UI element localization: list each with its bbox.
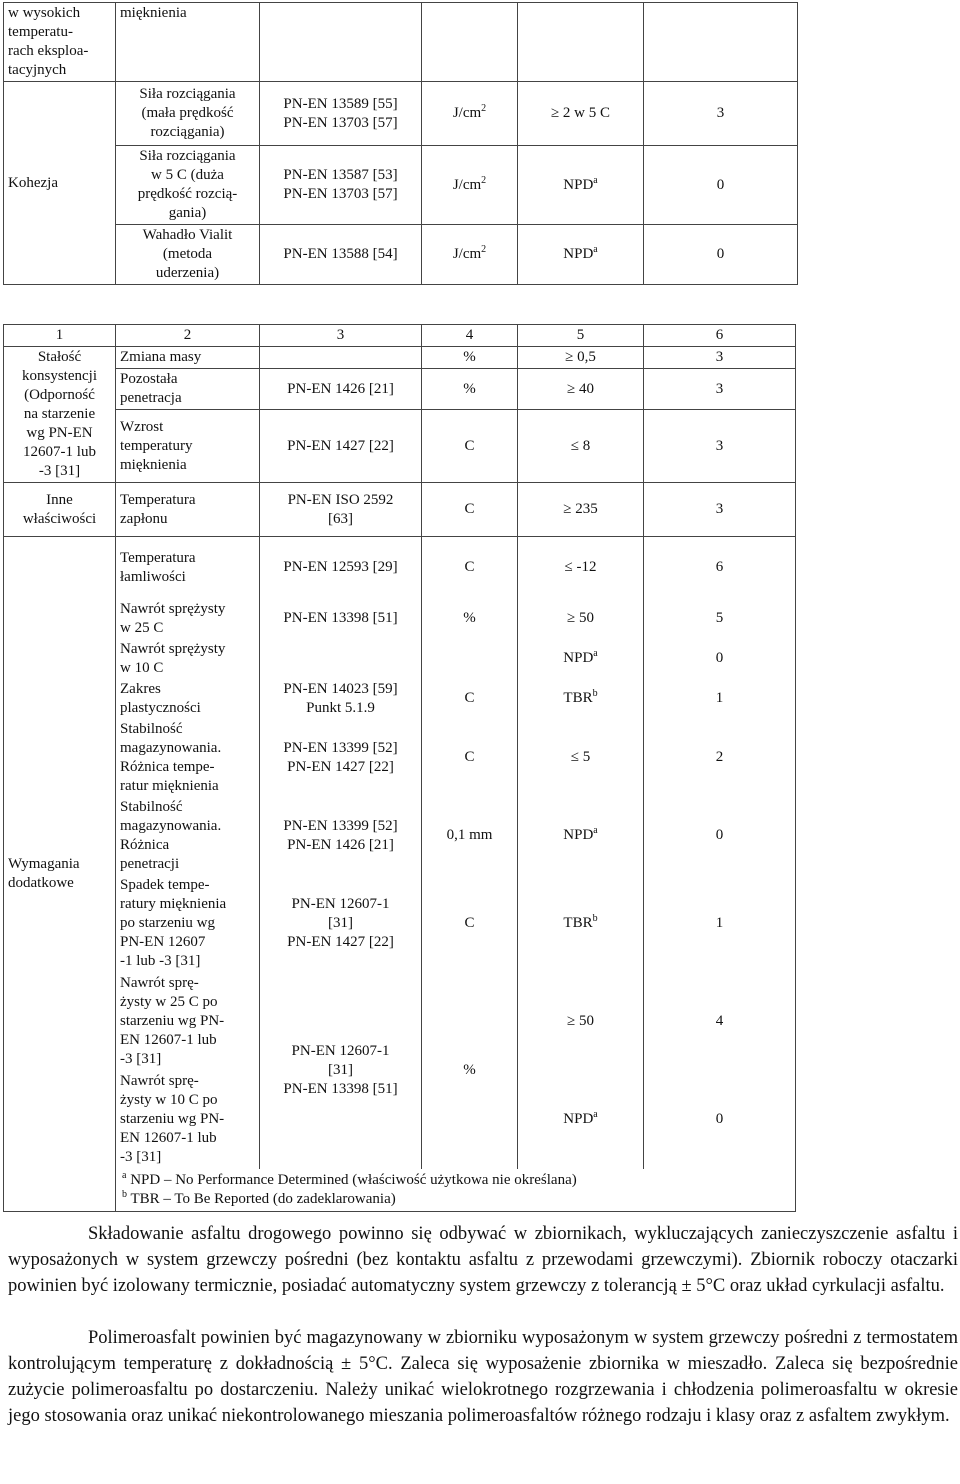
test-method: PN-EN 13589 [55] PN-EN 13703 [57] [260,82,422,146]
unit-cell [422,639,518,679]
unit-cell: C [422,483,518,537]
unit-cell: % [422,973,518,1169]
table-row [4,679,796,719]
property-label: Zmiana masy [116,347,260,369]
requirement-value: ≥ 50 [518,973,644,1071]
table-row [4,719,796,797]
property-label: Spadek tempe- ratury mięknienia po starzeniu wg PN-EN 12607 -1 lub -3 [31] [116,875,260,973]
class-value: 0 [644,225,798,285]
column-number: 4 [422,325,518,347]
property-label: Temperatura zapłonu [116,483,260,537]
table-row [4,639,796,679]
property-label: Nawrót sprę- żysty w 25 C po starzeniu wg PN- EN 12607-1 lub -3 [31] [116,973,260,1071]
table-row [4,797,796,875]
table-header-row [4,325,796,347]
requirement-value: ≤ -12 [518,537,644,599]
property-label: Nawrót sprężysty w 10 C [116,639,260,679]
group-label: w wysokich temperatu- rach eksploa- tacyjnych [4,3,116,82]
unit-cell: 0,1 mm [422,797,518,875]
property-label: Pozostała penetracja [116,369,260,410]
requirement-value: TBR$^b$ [518,875,644,973]
unit-cell: % [422,369,518,410]
table-row [4,537,796,599]
property-label: Stabilność magazynowania. Różnica penetracji [116,797,260,875]
test-method: PN-EN 1426 [21] [260,369,422,410]
class-value: 2 [644,719,796,797]
class-value: 0 [644,639,796,679]
body-paragraph: Składowanie asfaltu drogowego powinno się odbywać w zbiornikach, wykluczających zanieczyszczenie asfaltu i wyposażonych w system grzewczy pośredni (bez kontaktu asfaltu z przewodami grzewczymi). Zbiornik roboczy otaczarki powinien być izolowany termicznie, posiadać automatyczny system grzewczy z tolerancją ± 5°C oraz układ cyrkulacji asfaltu. [8,1224,958,1296]
unit-cell: $J/cm^2$ [422,225,518,285]
properties-table-continued [3,2,798,285]
unit-cell: C [422,679,518,719]
property-label: Siła rozciągania (mała prędkość rozciągania) [116,82,260,146]
class-value: 4 [644,973,796,1071]
test-method: PN-EN ISO 2592 [63] [260,483,422,537]
requirement-value: ≥ 0,5 [518,347,644,369]
class-value: 1 [644,875,796,973]
requirement-value: ≤ 5 [518,719,644,797]
column-number: 1 [4,325,116,347]
table-row [4,82,798,146]
test-method: PN-EN 1427 [22] [260,410,422,483]
column-number: 3 [260,325,422,347]
test-method: PN-EN 13398 [51] [260,599,422,639]
property-label: Siła rozciągania w 5 C (duża prędkość rozcią- gania) [116,146,260,225]
table-row [4,347,796,369]
property-label: Nawrót sprężysty w 25 C [116,599,260,639]
class-value: 3 [644,82,798,146]
class-value: 3 [644,483,796,537]
requirement-value: NPD$^a$ [518,1071,644,1169]
requirement-value: NPD$^a$ [518,639,644,679]
class-value: 3 [644,410,796,483]
property-label: mięknienia [116,3,260,82]
requirement-value: ≥ 2 w 5 C [518,82,644,146]
table-row [4,3,798,82]
footnotes [116,1169,796,1212]
column-number: 5 [518,325,644,347]
footnote: $^a$ NPD – No Performance Determined (właściwość użytkowa nie określana) [122,1169,577,1188]
table-row [4,483,796,537]
unit-cell: % [422,347,518,369]
column-number: 6 [644,325,796,347]
property-label: Wzrost temperatury mięknienia [116,410,260,483]
table-row [4,599,796,639]
class-value: 3 [644,369,796,410]
requirement-value: TBR$^b$ [518,679,644,719]
table-row [4,225,798,285]
unit-cell: $J/cm^2$ [422,82,518,146]
table-row [4,875,796,973]
group-label: Kohezja [4,82,116,285]
table-row [4,146,798,225]
requirement-value: NPD$^a$ [518,225,644,285]
table-row [4,410,796,483]
test-method: PN-EN 12607-1 [31] PN-EN 13398 [51] [260,973,422,1169]
unit-cell: C [422,537,518,599]
test-method: PN-EN 14023 [59] Punkt 5.1.9 [260,679,422,719]
test-method: PN-EN 13399 [52] PN-EN 1426 [21] [260,797,422,875]
table-notes-row [4,1169,796,1212]
requirement-value: NPD$^a$ [518,146,644,225]
requirement-value: ≥ 235 [518,483,644,537]
unit-cell: $J/cm^2$ [422,146,518,225]
test-method: PN-EN 13587 [53] PN-EN 13703 [57] [260,146,422,225]
unit-cell: C [422,875,518,973]
test-method: PN-EN 12607-1 [31] PN-EN 1427 [22] [260,875,422,973]
table-row [4,369,796,410]
footnote: $^b$ TBR – To Be Reported (do zadeklarowania) [122,1188,396,1207]
requirement-value: NPD$^a$ [518,797,644,875]
class-value: 0 [644,797,796,875]
properties-table [3,324,796,1212]
table-row [4,973,796,1071]
group-label: Inne właściwości [4,483,116,537]
class-value: 5 [644,599,796,639]
test-method: PN-EN 13399 [52] PN-EN 1427 [22] [260,719,422,797]
column-number: 2 [116,325,260,347]
class-value: 0 [644,1071,796,1169]
requirement-value: ≥ 40 [518,369,644,410]
test-method: PN-EN 12593 [29] [260,537,422,599]
group-label: Wymagania dodatkowe [4,537,116,1212]
property-label: Nawrót sprę- żysty w 10 C po starzeniu wg PN- EN 12607-1 lub -3 [31] [116,1071,260,1169]
requirement-value: ≤ 8 [518,410,644,483]
unit-cell: % [422,599,518,639]
class-value: 3 [644,347,796,369]
unit-cell: C [422,719,518,797]
group-label: Stałość konsystencji (Odporność na starzenie wg PN-EN 12607-1 lub -3 [31] [4,347,116,483]
class-value: 1 [644,679,796,719]
body-paragraph: Polimeroasfalt powinien być magazynowany w zbiorniku wyposażonym w system grzewczy pośredni z termostatem kontrolującym temperaturę z dokładnością ± 5°C. Zaleca się wyposażenie zbiornika w mieszadło. Zaleca się bezpośrednie zużycie polimeroasfaltu po dostarczeniu. Należy unikać wielokrotnego rozgrzewania i chłodzenia polimeroasfaltu w okresie jego stosowania oraz unikać niekontrolowanego mieszania polimeroasfaltów różnego rodzaju i klasy oraz z asfaltem zwykłym. [8,1328,958,1426]
property-label: Wahadło Vialit (metoda uderzenia) [116,225,260,285]
property-label: Stabilność magazynowania. Różnica tempe- ratur mięknienia [116,719,260,797]
test-method [260,639,422,679]
unit-cell: C [422,410,518,483]
class-value: 6 [644,537,796,599]
property-label: Zakres plastyczności [116,679,260,719]
test-method: PN-EN 13588 [54] [260,225,422,285]
class-value: 0 [644,146,798,225]
requirement-value: ≥ 50 [518,599,644,639]
property-label: Temperatura łamliwości [116,537,260,599]
